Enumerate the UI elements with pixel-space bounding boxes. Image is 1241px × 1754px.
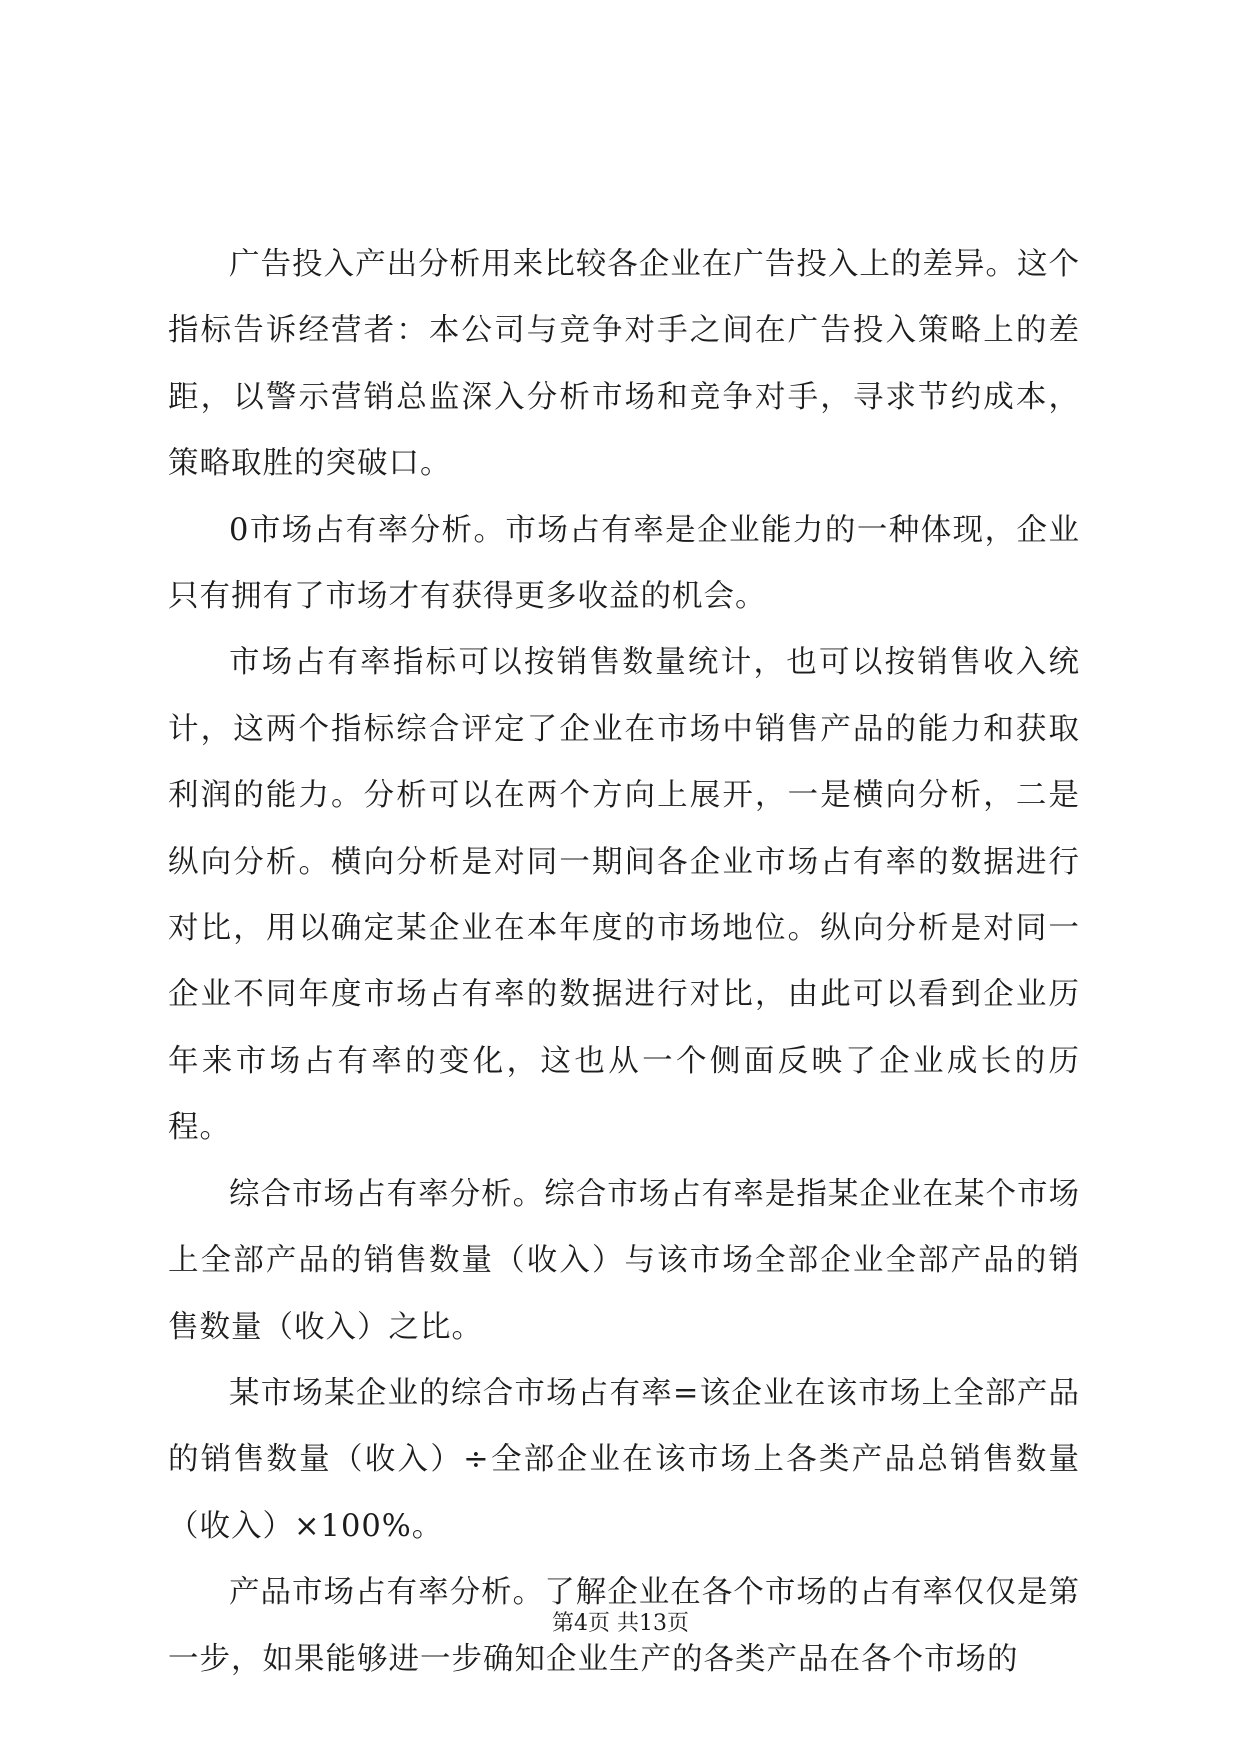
paragraph: 广告投入产出分析用来比较各企业在广告投入上的差异。这个指标告诉经营者：本公司与竞争对手之间在广告投入策略上的差距，以警示营销总监深入分析市场和竞争对手，寻求节约成本，策略取胜的突破口。 (168, 247, 1080, 482)
paragraph: 市场占有率指标可以按销售数量统计，也可以按销售收入统计，这两个指标综合评定了企业在市场中销售产品的能力和获取利润的能力。分析可以在两个方向上展开，一是横向分析，二是纵向分析。横向分析是对同一期间各企业市场占有率的数据进行对比，用以确定某企业在本年度的市场地位。纵向分析是对同一企业不同年度市场占有率的数据进行对比，由此可以看到企业历年来市场占有率的变化，这也从一个侧面反映了企业成长的历程。 (168, 645, 1080, 1146)
paragraph: 某市场某企业的综合市场占有率=该企业在该市场上全部产品的销售数量（收入）÷全部企业在该市场上各类产品总销售数量（收入）×100%。 (168, 1375, 1080, 1544)
paragraph: 综合市场占有率分析。综合市场占有率是指某企业在某个市场上全部产品的销售数量（收入）与该市场全部企业全部产品的销售数量（收入）之比。 (168, 1176, 1080, 1345)
body-text (168, 232, 1080, 1693)
paragraph: 0市场占有率分析。市场占有率是企业能力的一种体现，企业只有拥有了市场才有获得更多收益的机会。 (168, 512, 1080, 615)
page-footer: 第4页 共13页 (552, 1611, 689, 1636)
paragraph: 产品市场占有率分析。了解企业在各个市场的占有率仅仅是第一步，如果能够进一步确知企业生产的各类产品在各个市场的 (168, 1575, 1080, 1677)
